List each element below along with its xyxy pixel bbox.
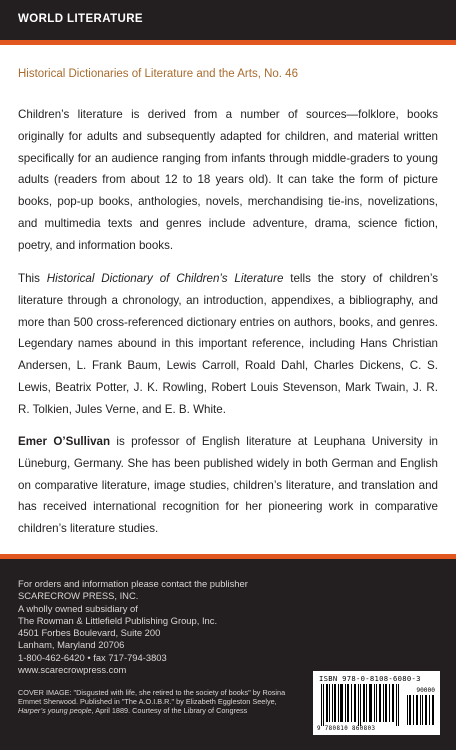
header-bar [0,0,456,40]
description-paragraph-2 [18,268,438,421]
price-code: 90000 [416,687,435,694]
publisher-line: 1-800-462-6420 • fax 717-794-3803 [18,651,167,663]
publisher-line: For orders and information please contact the publisher [18,578,248,589]
paragraph-2-body: tells the story of children’s literature through a chronology, an introduction, appendixes, a bibliography, and more than 500 cross-referenced dictionary entries on authors, books, and genres. Legendary names abound in this important reference, including Hans Christian Andersen, L. Frank Baum, Lewis Carroll, Roald Dahl, Charles Dickens, C. S. Lewis, Beatrix Potter, J. K. Rowling, Robert Louis Stevenson, Mark Twain, J. R. R. Tolkien, Jules Verne, and E. B. White. [18,272,438,416]
barcode-icon [319,684,403,726]
publisher-website: www.scarecrowpress.com [18,664,127,676]
publisher-line: SCARECROW PRESS, INC. [18,590,139,602]
description-paragraph-1: Children’s literature is derived from a number of sources—folklore, books originally for adults and subsequently adapted for children, and material written specifically for an audience ranging from infants through middle-graders to young adults (readers from about 12 to 18 years old). It can take the form of picture books, pop-up books, anthologies, novels, merchandising tie-ins, novelizations, and multimedia texts and genres include adventure, drama, science fiction, poetry, and information books. [18,108,438,252]
author-bio-paragraph [18,431,438,540]
series-label: WORLD LITERATURE [18,13,144,25]
isbn-number: ISBN 978-0-8108-6080-3 [319,674,421,683]
publisher-info [18,578,248,676]
author-bio: is professor of English literature at Leuphana University in Lüneburg, Germany. She has been published widely in both German and English on comparative literature, image studies, children’s literature, and translation and has received international recognition for her pioneering work in comparative children’s literature studies. [18,435,438,536]
cover-credit-text: COVER IMAGE: "Disgusted with life, she retired to the society of books" by Rosina Emmet Sherwood. Published in "The A.O.I.B.R." by Elizabeth Eggleston Seelye, [18,688,286,707]
publisher-line: A wholly owned subsidiary of [18,602,138,614]
cover-credit-courtesy: , April 1889. Courtesy of the Library of Congress [91,706,248,716]
isbn-barcode [313,671,440,735]
paragraph-2-intro: This [18,272,47,285]
series-line: Historical Dictionaries of Literature and the Arts, No. 46 [18,68,298,80]
book-title: Historical Dictionary of Children’s Literature [46,272,284,285]
publisher-line: Lanham, Maryland 20706 [18,639,125,651]
publisher-line: The Rowman & Littlefield Publishing Group, Inc. [18,614,218,626]
top-accent-rule [0,40,456,45]
author-name: Emer O’Sullivan [18,435,111,448]
cover-credit-publication: Harper’s young people [18,706,92,716]
cover-image-credit [18,688,303,716]
barcode-digits: 9 780810 860803 [317,726,376,732]
price-barcode-icon [406,695,436,725]
publisher-line: 4501 Forbes Boulevard, Suite 200 [18,627,161,639]
